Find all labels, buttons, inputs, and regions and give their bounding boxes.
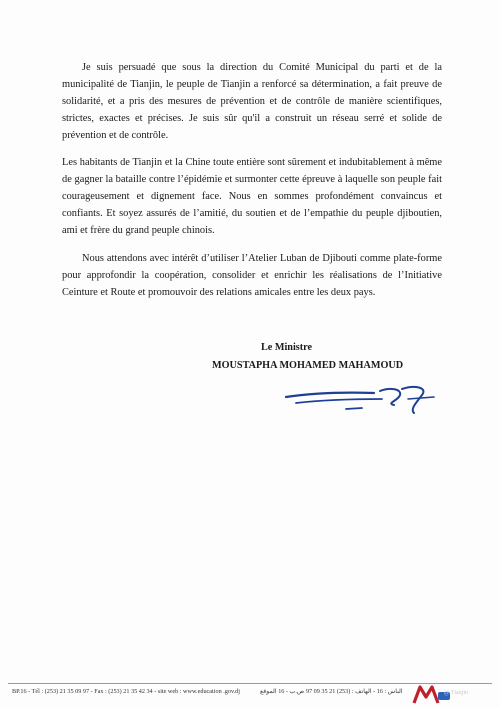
footer-contact-ar: الباس : 16 - الهاتف : (253) 21 35 09 97 ص.ب - 16 الموقع bbox=[260, 688, 403, 695]
letter-paragraph-3: Nous attendons avec intérêt d’utiliser l’Atelier Luban de Djibouti comme plate-forme pour approfondir la coopération, consolider et enrichir les réalisations de l’Initiative Ceinture et Route et promouvoir des relations amicales entre les deux pays. bbox=[62, 253, 442, 298]
handwritten-signature-icon bbox=[282, 381, 442, 417]
letter-paragraph-1: Je suis persuadé que sous la direction du Comité Municipal du parti et de la municipalité de Tianjin, le peuple de Tianjin a renforcé sa détermination, a fait preuve de solidarité, et a pris des mesures de prévention et de contrôle de manière scientifiques, strictes, exactes et précises. Je suis sûr qu'il a construit un réseau serré et solide de prévention et de contrôle. bbox=[62, 62, 442, 141]
footer-contact-fr: BP.16 - Tél : (253) 21 35 09 97 - Fax : (253) 21 35 42 34 - site web : www.education .gov.dj bbox=[12, 688, 240, 695]
watermark-text: @ Tianjin bbox=[444, 690, 469, 696]
signatory-name: MOUSTAPHA MOHAMED MAHAMOUD bbox=[212, 360, 404, 371]
letter-paragraph-2: Les habitants de Tianjin et la Chine toute entière sont sûrement et indubitablement à même de gagner la bataille contre l’épidémie et surmonter cette épreuve à laquelle son peuple fait courageusement et dignement face. Nous en sommes profondément convaincus et confiants. Et soyez assurés de l’amitié, du soutien et de l’empathie du peuple djiboutien, ami et frère du grand peuple chinois. bbox=[62, 157, 442, 236]
signatory-title: Le Ministre bbox=[261, 342, 313, 353]
